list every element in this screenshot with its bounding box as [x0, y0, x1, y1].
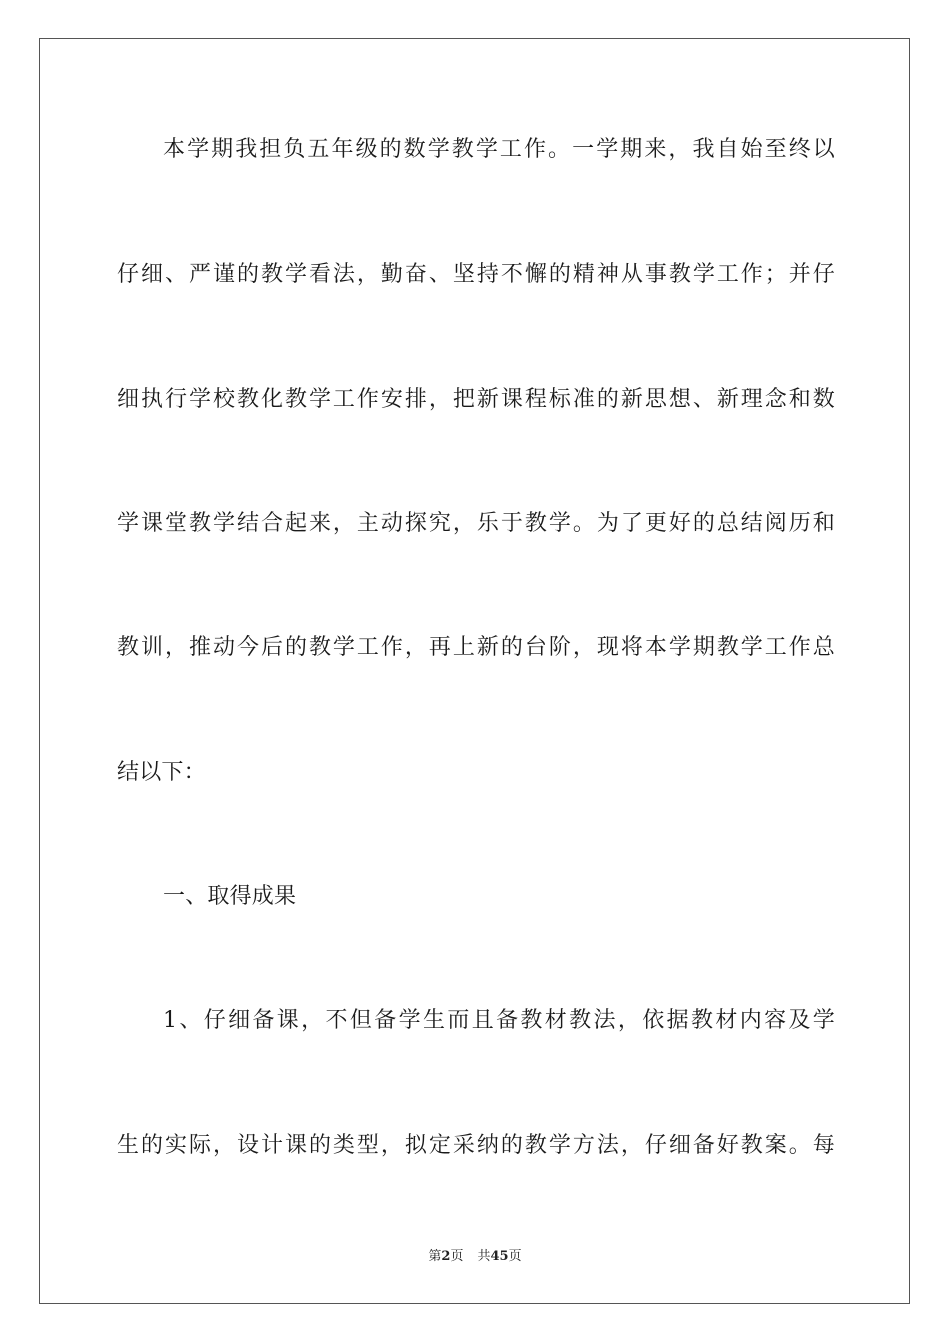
footer-total-prefix: 共 — [477, 1249, 491, 1264]
paragraph-line-4: 学课堂教学结合起来，主动探究，乐于教学。为了更好的总结阅历和 — [117, 511, 835, 536]
paragraph-line-1: 本学期我担负五年级的数学教学工作。一学期来，我自始至终以 — [163, 137, 835, 162]
footer-total-suffix: 页 — [508, 1249, 522, 1264]
section-heading: 一、取得成果 — [163, 884, 297, 909]
paragraph-line-3: 细执行学校教化教学工作安排，把新课程标准的新思想、新理念和数 — [117, 387, 835, 412]
paragraph-line-9: 生的实际，设计课的类型，拟定采纳的教学方法，仔细备好教案。每 — [117, 1133, 835, 1158]
footer-page-prefix: 第 — [428, 1249, 442, 1264]
paragraph-line-2: 仔细、严谨的教学看法，勤奋、坚持不懈的精神从事教学工作；并仔 — [117, 262, 835, 287]
footer-page-current: 2 — [441, 1249, 451, 1264]
page-frame — [39, 38, 910, 1304]
paragraph-line-5: 教训，推动今后的教学工作，再上新的台阶，现将本学期教学工作总 — [117, 635, 835, 660]
paragraph-line-8: 1、仔细备课，不但备学生而且备教材教法，依据教材内容及学 — [163, 1008, 835, 1033]
page-footer — [0, 1248, 950, 1266]
footer-page-suffix: 页 — [450, 1249, 464, 1264]
footer-page-total: 45 — [490, 1249, 509, 1264]
paragraph-line-6: 结以下： — [117, 760, 206, 785]
